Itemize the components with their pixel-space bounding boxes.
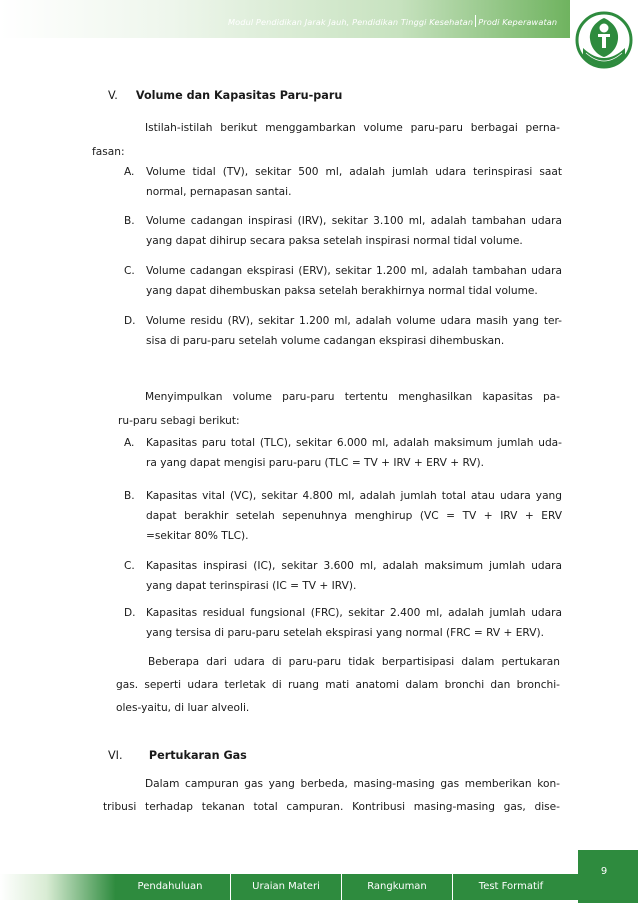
section-6-paragraph [103,774,560,817]
list-item-line: Kapasitas inspirasi (IC), sekitar 3.600 ml, adalah maksimum jumlah udara [146,560,562,572]
list-item-line: sisa di paru-paru setelah volume cadangan ekspirasi dihembuskan. [146,335,505,347]
section-5-number: V. [108,89,118,102]
list-marker: D. [124,315,136,327]
list-item-line: =sekitar 80% TLC). [146,530,249,542]
list-item-line: Volume residu (RV), sekitar 1.200 ml, adalah volume udara masih yang ter- [146,315,562,327]
capacity-intro-line: ru-paru sebagi berikut: [118,415,240,427]
section-5-title: Volume dan Kapasitas Paru-paru [135,89,343,102]
list-item-line: Kapasitas vital (VC), sekitar 4.800 ml, adalah jumlah total atau udara yang [146,490,562,502]
nav-rangkuman[interactable]: Rangkuman [367,881,427,892]
list-item-line: yang dapat terinspirasi (IC = TV + IRV). [146,580,357,592]
intro-line: Istilah-istilah berikut menggambarkan volume paru-paru berbagai perna- [145,122,560,134]
list-item-line: normal, pernapasan santai. [146,186,292,198]
list-item-line: Volume tidal (TV), sekitar 500 ml, adalah jumlah udara terinspirasi saat [146,166,562,178]
list-item-line: yang dapat dihembuskan paksa setelah berakhirnya normal tidal volume. [146,285,538,297]
section-5-heading [108,89,342,102]
module-title: Modul Pendidikan Jarak Jauh, Pendidikan Tinggi Kesehatan [228,17,474,27]
section-6-line: Dalam campuran gas yang berbeda, masing-masing gas memberikan kon- [145,778,560,790]
list-item-line: Kapasitas paru total (TLC), sekitar 6.000 ml, adalah maksimum jumlah uda- [146,437,562,449]
intro-line: fasan: [92,146,125,158]
list-marker: B. [124,490,135,502]
closing-line: Beberapa dari udara di paru-paru tidak berpartisipasi dalam pertukaran [148,656,560,668]
page-number: 9 [600,866,608,877]
section-6-heading [108,749,247,762]
list-marker: A. [124,437,135,449]
bakti-husada-logo [574,6,634,80]
list-item-line: yang tersisa di paru-paru setelah ekspirasi yang normal (FRC = RV + ERV). [146,627,544,639]
closing-line: gas. seperti udara terletak di ruang mati anatomi dalam bronchi dan bronchi- [116,679,560,691]
header-separator [475,15,476,27]
list-marker: C. [124,560,135,572]
section-6-title: Pertukaran Gas [148,749,247,762]
section-6-number: VI. [108,749,123,762]
list-item-line: Volume cadangan inspirasi (IRV), sekitar 3.100 ml, adalah tambahan udara [146,215,562,227]
closing-paragraph [116,652,560,718]
section-6-line: tribusi terhadap tekanan total campuran. Kontribusi masing-masing gas, dise- [103,801,560,813]
list-item-line: yang dapat dihirup secara paksa setelah inspirasi normal tidal volume. [146,235,523,247]
list-item-line: dapat berakhir setelah sepenuhnya menghirup (VC = TV + IRV + ERV [146,510,562,522]
list-marker: B. [124,215,135,227]
list-marker: A. [124,166,135,178]
list-marker: D. [124,607,136,619]
program-name: Prodi Keperawatan [478,17,558,27]
list-item-line: ra yang dapat mengisi paru-paru (TLC = TV + IRV + ERV + RV). [146,457,485,469]
nav-uraian-materi[interactable]: Uraian Materi [252,881,320,892]
nav-pendahuluan[interactable]: Pendahuluan [137,881,203,892]
closing-line: oles-yaitu, di luar alveoli. [116,702,250,714]
capacity-intro [118,387,560,431]
nav-test-formatif[interactable]: Test Formatif [478,881,544,892]
list-item-line: Kapasitas residual fungsional (FRC), sekitar 2.400 ml, adalah jumlah udara [146,607,562,619]
capacity-intro-line: Menyimpulkan volume paru-paru tertentu menghasilkan kapasitas pa- [145,391,560,403]
list-item-line: Volume cadangan ekspirasi (ERV), sekitar 1.200 ml, adalah tambahan udara [146,265,562,277]
section-5-intro [92,118,560,162]
list-marker: C. [124,265,135,277]
header-text [228,15,557,27]
